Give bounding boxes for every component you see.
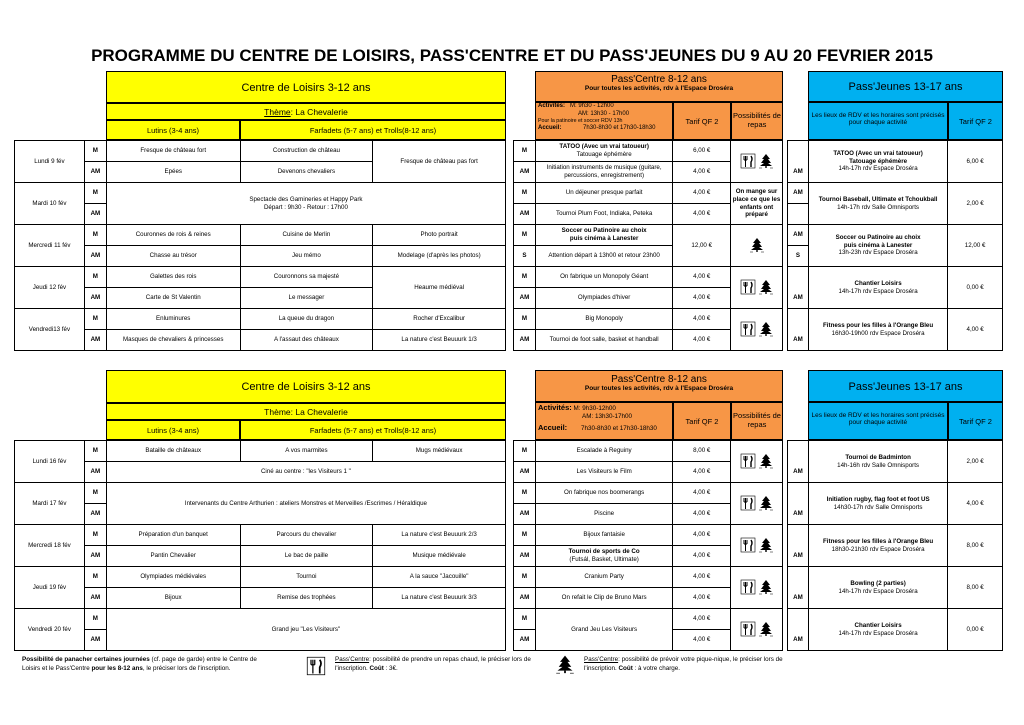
day-label: Jeudi 19 fév <box>15 567 85 609</box>
price-cell: 4,00 € <box>673 183 731 204</box>
price-cell: 4,00 € <box>673 525 731 546</box>
activity-cell: Musique médiévale <box>373 546 506 567</box>
pj-desc-week1: Les lieux de RDV et les horaires sont précisés pour chaque activité <box>808 102 948 140</box>
activity-cell: Fresque de château fort <box>106 141 240 162</box>
am-label: AM <box>514 288 536 309</box>
activity-cell: Escalade à Reguiny <box>535 441 672 462</box>
m-label: M <box>84 609 106 630</box>
pj-rdv: 14h-17h rdv Espace Droséra <box>838 287 918 295</box>
price-cell: 4,00 € <box>673 267 731 288</box>
repas-cell <box>731 525 783 567</box>
pj-title-text: Initiation rugby, flag foot et foot US <box>826 495 930 503</box>
pj-rdv: 14h-17h rdv Salle Omnisports <box>837 203 920 211</box>
pj-activity <box>808 441 947 483</box>
day-label: Mardi 17 fév <box>15 483 85 525</box>
lutins-header: Lutins (3-4 ans) <box>106 420 240 440</box>
price-cell: 4,00 € <box>673 504 731 525</box>
activity-cell: Préparation d'un banquet <box>106 525 240 546</box>
act2: AM: 13h30 - 17h00 <box>578 110 630 117</box>
pj-title: Pass'Jeunes 13-17 ans <box>848 381 963 393</box>
activity-cell: Les Visiteurs le Film <box>535 462 672 483</box>
footer-note-mid <box>335 656 550 673</box>
price-cell: 4,00 € <box>673 546 731 567</box>
activity-cell: Attention départ à 13h00 et retour 23h00 <box>535 246 672 267</box>
activity-cell: Cuisine de Merlin <box>240 225 373 246</box>
day-label: Vendredi13 fév <box>15 309 85 351</box>
pj-activity <box>808 183 947 225</box>
footer-left-end: , le préciser lors de l'inscription. <box>142 664 231 672</box>
activity-cell: Le messager <box>240 288 373 309</box>
am-label: AM <box>84 204 106 225</box>
footer-mid-cost: : 3€. <box>383 664 398 672</box>
cdl-theme-week1 <box>106 103 506 120</box>
activity-cell: Grand jeu "Les Visiteurs" <box>106 609 505 651</box>
pj-rdv: 14h30-17h rdv Salle Omnisports <box>833 503 923 511</box>
footer-right-cost-label: Coût <box>618 664 633 672</box>
m-label: M <box>514 483 536 504</box>
repas-cell <box>731 609 783 651</box>
am-label: AM <box>514 546 536 567</box>
activity-cell <box>535 225 672 246</box>
lutins-header: Lutins (3-4 ans) <box>106 120 240 140</box>
am-label: AM <box>84 504 106 525</box>
price-cell: 6,00 € <box>948 141 1003 183</box>
activity-cell <box>106 183 505 225</box>
activity-cell: Bataille de châteaux <box>106 441 240 462</box>
am-label: AM <box>84 462 106 483</box>
price-cell: 4,00 € <box>673 483 731 504</box>
pj-title-text: Fitness pour les filles à l'Orange Bleu <box>823 537 934 545</box>
footer-note-right <box>584 656 799 673</box>
m-label: M <box>84 309 106 330</box>
activity-cell: A vos marmites <box>240 441 373 462</box>
price-cell: 4,00 € <box>673 567 731 588</box>
am-label: AM <box>788 462 809 483</box>
pj-title-text: Soccer ou Patinoire au choix <box>835 233 921 241</box>
act1: M: 9h30-12h00 <box>573 405 616 412</box>
activity-cell: Masques de chevaliers & princesses <box>106 330 240 351</box>
footer-right-text: : possibilité de prévoir votre pique-nique, le préciser lors de l'inscription. <box>584 656 783 672</box>
footer-left-bold: Possibilité de panacher certaines journées <box>22 656 150 663</box>
footer-left-bold2: pour les 8-12 ans <box>91 664 143 672</box>
pj-activity <box>808 609 947 651</box>
pc-title: Pass'Centre 8-12 ans <box>611 74 707 85</box>
repas-cell <box>731 141 783 183</box>
activity-cell: Pantin Chevalier <box>106 546 240 567</box>
activity-cell: Ciné au centre : "les Visiteurs 1 " <box>106 462 505 483</box>
accueil-value: 7h30-8h30 et 17h30-18h30 <box>583 124 656 131</box>
activity-cell: Un déjeuner presque parfait <box>535 183 672 204</box>
am-label: AM <box>514 588 536 609</box>
price-cell: 4,00 € <box>673 162 731 183</box>
pj-header-week2 <box>808 370 1003 402</box>
am-label: AM <box>788 225 809 246</box>
pj-activity <box>808 267 947 309</box>
repas-cell <box>731 267 783 309</box>
am-label: AM <box>84 330 106 351</box>
day-label: Jeudi 12 fév <box>15 267 85 309</box>
price-cell: 12,00 € <box>673 225 731 267</box>
am-label: AM <box>84 588 106 609</box>
day-label: Mercredi 18 fév <box>15 525 85 567</box>
am-label: AM <box>788 588 809 609</box>
page-title: PROGRAMME DU CENTRE DE LOISIRS, PASS'CENTRE ET DU PASS'JEUNES DU 9 AU 20 FEVRIER 2015 <box>91 46 933 65</box>
am-label: AM <box>514 462 536 483</box>
activity-cell: Bijoux <box>106 588 240 609</box>
pj-tarif-week1: Tarif QF 2 <box>948 102 1003 140</box>
activity-cell: Carte de St Valentin <box>106 288 240 309</box>
depart: Départ : 9h30 - Retour : 17h00 <box>263 203 348 211</box>
price-cell: 4,00 € <box>673 204 731 225</box>
pj-table-week2 <box>787 440 1003 651</box>
accueil-label: Accueil: <box>538 423 568 433</box>
price-cell: 2,00 € <box>948 183 1003 225</box>
repas-cell <box>731 483 783 525</box>
footer-right-cost: : à votre charge. <box>632 664 681 672</box>
pj-title-text: TATOO (Avec un vrai tatoueur) <box>833 149 923 157</box>
activity-cell: Couronnes de rois & reines <box>106 225 240 246</box>
act3: Pour la patinoire et soccer RDV 13h <box>538 118 623 124</box>
price-cell: 4,00 € <box>673 288 731 309</box>
price-cell: 0,00 € <box>948 609 1003 651</box>
day-label: Vendredi 20 fév <box>15 609 85 651</box>
price-cell: 4,00 € <box>673 330 731 351</box>
activity-cell: Enluminures <box>106 309 240 330</box>
price-cell: 8,00 € <box>948 525 1003 567</box>
am-label: AM <box>788 630 809 651</box>
act2: AM: 13h30-17h00 <box>582 413 633 421</box>
activity-cell: La nature c'est Beuuurk 1/3 <box>373 330 506 351</box>
pc-tarif-week1: Tarif QF 2 <box>673 102 731 140</box>
cdl-title: Centre de Loisirs 3-12 ans <box>241 82 371 94</box>
activity-cell: A l'assaut des châteaux <box>240 330 373 351</box>
price-cell: 8,00 € <box>948 567 1003 609</box>
pj-rdv: 14h-17h rdv Espace Droséra <box>838 629 918 637</box>
pc-activity: TATOO (Avec un vrai tatoueur) <box>559 143 649 151</box>
pj-header-week1 <box>808 71 1003 102</box>
pc-table-week2 <box>513 440 783 651</box>
m-label: M <box>514 309 536 330</box>
act-label: Activités: <box>538 403 572 412</box>
footer-mid-label: Pass'Centre <box>335 656 370 663</box>
pj-activity <box>808 309 947 351</box>
s-label: S <box>514 246 536 267</box>
price-cell: 12,00 € <box>948 225 1003 267</box>
footer-note-left <box>22 656 272 673</box>
am-label: AM <box>84 246 106 267</box>
activity-cell <box>535 141 672 162</box>
m-label: M <box>84 525 106 546</box>
pc-activity-sub: (Futsál, Basket, Ultimate) <box>569 556 639 563</box>
pj-sub-text: puis cinéma à Lanester <box>843 241 913 249</box>
pc-title: Pass'Centre 8-12 ans <box>611 374 707 385</box>
activity-cell: Devenons chevaliers <box>240 162 373 183</box>
m-label: M <box>514 609 536 630</box>
theme-value: : La Chevalerie <box>290 107 348 117</box>
repas-note: On mange sur place ce que les enfants ont préparé <box>731 183 783 225</box>
pj-activity <box>808 141 947 183</box>
cdl-header-week2 <box>106 370 506 403</box>
activity-cell: Epées <box>106 162 240 183</box>
pj-title-text: Bowling (2 parties) <box>850 579 906 587</box>
activity-cell: Rocher d'Excalibur <box>373 309 506 330</box>
pj-activity <box>808 525 947 567</box>
cdl-table-week2 <box>14 440 506 651</box>
day-label: Mardi 10 fév <box>15 183 85 225</box>
pj-activity <box>808 225 947 267</box>
footer-mid-cost-label: Coût <box>369 664 384 672</box>
activity-cell: Chasse au trésor <box>106 246 240 267</box>
activity-cell: La nature c'est Beuuurk 2/3 <box>373 525 506 546</box>
act-label: Activités: <box>538 103 566 109</box>
activity-cell: Intervenants du Centre Arthurien : ateliers Monstres et Merveilles /Escrimes / Héraldique <box>106 483 505 525</box>
m-label: M <box>84 141 106 162</box>
activity-cell: Modelage (d'après les photos) <box>373 246 506 267</box>
price-cell: 4,00 € <box>673 609 731 630</box>
activity-cell: Cranium Party <box>535 567 672 588</box>
repas-cell <box>731 309 783 351</box>
activity-cell: Heaume médiéval <box>373 267 506 309</box>
footer-right-label: Pass'Centre <box>584 656 619 663</box>
am-label: AM <box>788 162 809 183</box>
activity-cell: Olympiades d'hiver <box>535 288 672 309</box>
activity-cell: Galettes des rois <box>106 267 240 288</box>
m-label: M <box>84 441 106 462</box>
m-label: M <box>514 441 536 462</box>
am-label: AM <box>84 630 106 651</box>
cdl-theme-week2: Thème: La Chevalerie <box>106 403 506 420</box>
activity-cell <box>535 546 672 567</box>
pj-title-text: Tournoi Baseball, Ultimate et Tchoukball <box>818 195 938 203</box>
price-cell: 4,00 € <box>948 483 1003 525</box>
am-label: AM <box>788 546 809 567</box>
am-label: AM <box>84 288 106 309</box>
pc-repas-week1: Possibilités de repas <box>731 102 783 140</box>
am-label: AM <box>514 330 536 351</box>
am-label: AM <box>84 546 106 567</box>
price-cell: 2,00 € <box>948 441 1003 483</box>
pc-sub: Pour toutes les activités, rdv à l'Espace Droséra <box>584 385 734 392</box>
m-label: M <box>84 183 106 204</box>
activity-cell: Grand Jeu Les Visiteurs <box>535 609 672 651</box>
pj-table-week1 <box>787 140 1003 351</box>
pc-activity: Soccer ou Patinoire au choix <box>561 227 647 235</box>
am-label: AM <box>514 630 536 651</box>
pj-rdv: 14h-16h rdv Salle Omnisports <box>837 461 920 469</box>
m-label: M <box>84 483 106 504</box>
m-label: M <box>84 567 106 588</box>
cdl-table-week1 <box>14 140 506 351</box>
price-cell: 4,00 € <box>948 309 1003 351</box>
day-label: Lundi 9 fév <box>15 141 85 183</box>
activity-cell: On fabrique nos boomerangs <box>535 483 672 504</box>
activity-cell: Piscine <box>535 504 672 525</box>
activity-cell: On refait le Clip de Bruno Mars <box>535 588 672 609</box>
pj-title-text: Tournoi de Badminton <box>845 453 911 461</box>
activity-cell: Tournoi de foot salle, basket et handball <box>535 330 672 351</box>
activity-cell: Initiation instruments de musique (guitare, percussions, enregistrement) <box>535 162 672 183</box>
activity-cell: Parcours du chevalier <box>240 525 373 546</box>
cdl-header-week1 <box>106 71 506 103</box>
day-label: Mercredi 11 fév <box>15 225 85 267</box>
pj-rdv: 16h30-19h00 rdv Espace Droséra <box>831 329 925 337</box>
pj-activity <box>808 567 947 609</box>
price-cell: 4,00 € <box>673 462 731 483</box>
repas-cell <box>731 225 783 267</box>
pj-title-text: Chantier Loisirs <box>854 621 902 629</box>
activity-cell: Photo portrait <box>373 225 506 246</box>
m-label: M <box>84 225 106 246</box>
m-label: M <box>514 567 536 588</box>
pj-desc-week2: Les lieux de RDV et les horaires sont précisés pour chaque activité <box>808 402 948 440</box>
pc-activity-sub: puis cinéma à Lanester <box>569 235 639 242</box>
utensils-icon <box>306 656 326 676</box>
spectacle: Spectacle des Gamineries et Happy Park <box>249 195 363 203</box>
pj-rdv: 13h-23h rdv Espace Droséra <box>838 249 918 257</box>
m-label: M <box>514 141 536 162</box>
price-cell: 8,00 € <box>673 441 731 462</box>
accueil-value: 7h30-8h30 et 17h30-18h30 <box>580 425 657 433</box>
activity-cell: La nature c'est Beuuurk 3/3 <box>373 588 506 609</box>
am-label: AM <box>514 162 536 183</box>
activity-cell: Remise des trophées <box>240 588 373 609</box>
activity-cell: Jeu mémo <box>240 246 373 267</box>
pj-rdv: 14h-17h rdv Espace Droséra <box>838 587 918 595</box>
price-cell: 0,00 € <box>948 267 1003 309</box>
activity-cell: Big Monopoly <box>535 309 672 330</box>
activity-cell: Fresque de château pas fort <box>373 141 506 183</box>
activity-cell: A la sauce "Jacouille" <box>373 567 506 588</box>
act1: M: 9h30 - 12h00 <box>570 103 614 109</box>
day-label: Lundi 16 fév <box>15 441 85 483</box>
m-label: M <box>514 525 536 546</box>
activity-cell: Le bac de paille <box>240 546 373 567</box>
pj-rdv: 18h30-21h30 rdv Espace Droséra <box>831 545 925 553</box>
am-label: AM <box>788 183 809 204</box>
pc-tarif-week2: Tarif QF 2 <box>673 402 731 440</box>
pj-activity <box>808 483 947 525</box>
activity-cell: Mugs médiévaux <box>373 441 506 462</box>
cdl-title: Centre de Loisirs 3-12 ans <box>241 381 371 393</box>
pc-table-week1 <box>513 140 783 351</box>
repas-cell <box>731 567 783 609</box>
pc-header-week2 <box>535 370 783 402</box>
m-label: M <box>514 225 536 246</box>
pc-activity-sub: Tatouage éphémère <box>576 151 632 158</box>
activity-cell: On fabrique un Monopoly Géant <box>535 267 672 288</box>
pj-sub-text: Tatouage éphémère <box>849 157 908 165</box>
s-label: S <box>788 246 809 267</box>
price-cell: 4,00 € <box>673 309 731 330</box>
am-label: AM <box>788 504 809 525</box>
activity-cell: Couronnons sa majesté <box>240 267 373 288</box>
activity-cell: Bijoux fantaisie <box>535 525 672 546</box>
picnic-tree-icon <box>555 654 575 676</box>
pc-activites-week1 <box>535 102 673 140</box>
pc-header-week1 <box>535 71 783 102</box>
pc-repas-week2: Possibilités de repas <box>731 402 783 440</box>
footer-left-rest: (cf. page de garde) entre le Centre de Loisirs et le Pass'Centre <box>22 656 257 672</box>
footer-mid-text: : possibilité de prendre un repas chaud, le préciser lors de l'inscription. <box>335 656 531 672</box>
pj-title-text: Fitness pour les filles à l'Orange Bleu <box>823 321 934 329</box>
pc-activites-week2 <box>535 402 673 440</box>
am-label: AM <box>514 204 536 225</box>
theme-label: Thème <box>264 107 291 117</box>
pj-rdv: 14h-17h rdv Espace Droséra <box>838 165 918 173</box>
am-label: AM <box>84 162 106 183</box>
m-label: M <box>514 267 536 288</box>
farfadets-header: Farfadets (5-7 ans) et Trolls(8-12 ans) <box>240 120 506 140</box>
pc-sub: Pour toutes les activités, rdv à l'Espace Droséra <box>584 85 734 92</box>
am-label: AM <box>514 504 536 525</box>
accueil-label: Accueil: <box>538 124 562 131</box>
am-label: AM <box>788 288 809 309</box>
m-label: M <box>84 267 106 288</box>
am-label: AM <box>788 330 809 351</box>
activity-cell: La queue du dragon <box>240 309 373 330</box>
pj-title: Pass'Jeunes 13-17 ans <box>848 81 963 93</box>
price-cell: 4,00 € <box>673 630 731 651</box>
price-cell: 6,00 € <box>673 141 731 162</box>
pj-title-text: Chantier Loisirs <box>854 279 902 287</box>
repas-cell <box>731 441 783 483</box>
farfadets-header: Farfadets (5-7 ans) et Trolls(8-12 ans) <box>240 420 506 440</box>
price-cell: 4,00 € <box>673 588 731 609</box>
m-label: M <box>514 183 536 204</box>
activity-cell: Tournoi Plum Foot, Indiaka, Peteka <box>535 204 672 225</box>
activity-cell: Olympiades médiévales <box>106 567 240 588</box>
activity-cell: Tournoi <box>240 567 373 588</box>
activity-cell: Construction de château <box>240 141 373 162</box>
pj-tarif-week2: Tarif QF 2 <box>948 402 1003 440</box>
pc-activity: Tournoi de sports de Co <box>568 548 640 556</box>
